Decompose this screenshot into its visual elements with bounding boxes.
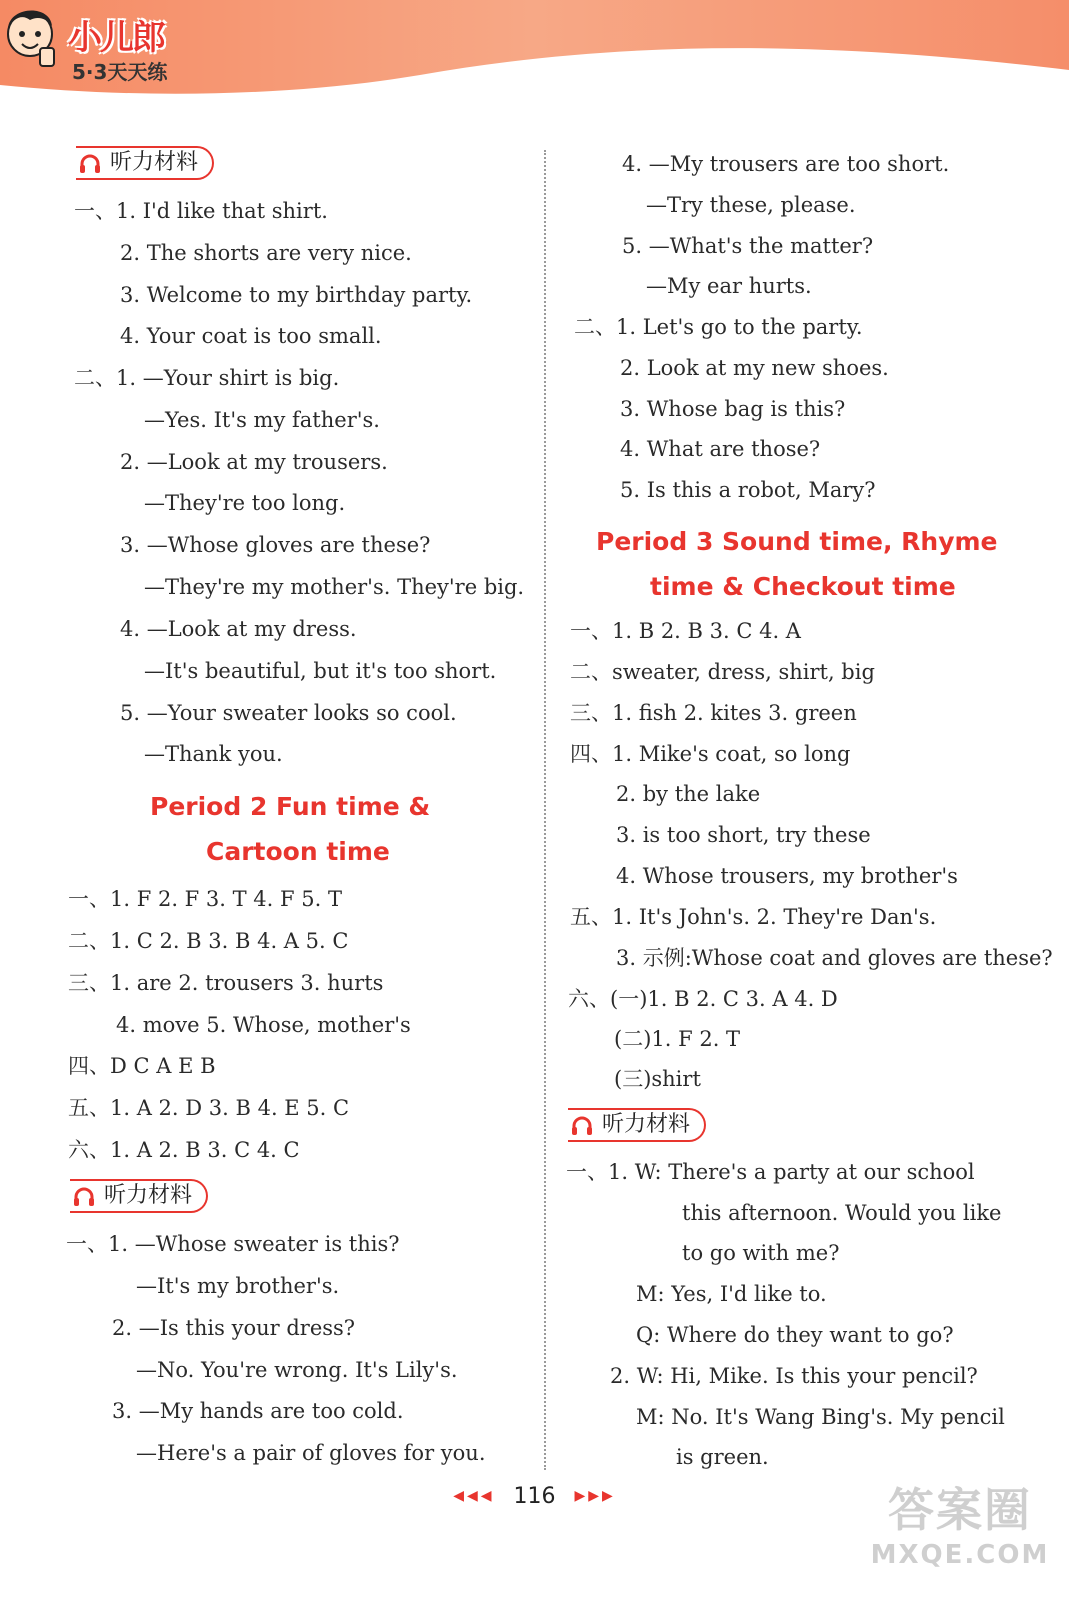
text-line: —Try these, please. [646,193,856,217]
text-line: 3. Whose bag is this? [620,397,846,421]
logo-subtitle: 5·3天天练 [72,60,168,84]
text-line: —It's my brother's. [136,1274,340,1298]
answer-line: 六、(一)1. B 2. C 3. A 4. D [568,987,838,1011]
watermark-url: MXQE.COM [870,1540,1050,1570]
period-2-heading-cont: Cartoon time [206,837,390,866]
answer-line: 2. by the lake [616,782,761,806]
page-number: 116 [513,1484,556,1509]
prev-arrows-icon: ◀◀◀ [453,1488,495,1504]
text-line: Q: Where do they want to go? [636,1323,954,1347]
period-3-heading: Period 3 Sound time, Rhyme [596,527,998,556]
answer-line: 3. is too short, try these [616,823,871,847]
tag-label: 听力材料 [110,150,199,175]
text-line: M: No. It's Wang Bing's. My pencil [636,1405,1005,1429]
text-line: —No. You're wrong. It's Lily's. [136,1358,458,1382]
text-line: 4. Your coat is too small. [120,324,382,348]
text-line: 3. Welcome to my birthday party. [120,283,473,307]
text-line: 4. —Look at my dress. [120,617,357,641]
listening-material-tag [76,146,214,180]
answer-line: 四、D C A E B [68,1054,216,1078]
text-line: 5. —What's the matter? [622,234,874,258]
text-line: M: Yes, I'd like to. [636,1282,827,1306]
text-line: 4. What are those? [620,437,821,461]
text-line: 5. —Your sweater looks so cool. [120,701,457,725]
answer-line: 五、1. It's John's. 2. They're Dan's. [570,905,937,929]
headphones-icon [72,1185,96,1209]
text-line: 二、1. Let's go to the party. [574,315,863,339]
answer-line: 四、1. Mike's coat, so long [570,742,851,766]
answer-line: 一、1. F 2. F 3. T 4. F 5. T [68,887,342,911]
tag-label: 听力材料 [602,1112,691,1137]
text-line: —They're my mother's. They're big. [144,575,525,599]
period-3-heading-cont: time & Checkout time [650,572,956,601]
text-line: 5. Is this a robot, Mary? [620,478,876,502]
text-line: 2. —Is this your dress? [112,1316,356,1340]
answer-line: 4. move 5. Whose, mother's [116,1013,411,1037]
answer-line: 二、sweater, dress, shirt, big [570,660,875,684]
answer-line: 五、1. A 2. D 3. B 4. E 5. C [68,1096,350,1120]
text-line: this afternoon. Would you like [682,1201,1002,1225]
watermark [870,1480,1050,1590]
text-line: to go with me? [682,1241,840,1265]
text-line: 3. —My hands are too cold. [112,1399,404,1423]
answer-line: 二、1. C 2. B 3. B 4. A 5. C [68,929,349,953]
text-line: —It's beautiful, but it's too short. [144,659,497,683]
answer-line: 三、1. fish 2. kites 3. green [570,701,857,725]
text-line: 一、1. I'd like that shirt. [74,199,328,223]
text-line: —Thank you. [144,742,283,766]
text-line: —Here's a pair of gloves for you. [136,1441,486,1465]
headphones-icon [570,1114,594,1138]
text-line: —My ear hurts. [646,274,812,298]
logo-title: 小儿郎 [68,18,164,58]
answer-line: 3. 示例:Whose coat and gloves are these? [616,946,1053,970]
text-line: 二、1. —Your shirt is big. [74,366,340,390]
answer-line: 一、1. B 2. B 3. C 4. A [570,619,801,643]
text-line: is green. [676,1445,769,1469]
answer-line: 六、1. A 2. B 3. C 4. C [68,1138,300,1162]
text-line: —Yes. It's my father's. [144,408,380,432]
listening-material-tag [70,1179,208,1213]
answer-line: 三、1. are 2. trousers 3. hurts [68,971,384,995]
text-line: 2. The shorts are very nice. [120,241,412,265]
answer-line: 4. Whose trousers, my brother's [616,864,958,888]
text-line: 3. —Whose gloves are these? [120,533,431,557]
next-arrows-icon: ▶▶▶ [574,1488,616,1504]
listening-material-tag [568,1108,706,1142]
page-header [0,0,1069,120]
column-divider [544,150,546,1470]
text-line: 一、1. W: There's a party at our school [566,1160,975,1184]
answer-line: (二)1. F 2. T [614,1027,741,1051]
text-line: 2. W: Hi, Mike. Is this your pencil? [610,1364,978,1388]
answer-line: (三)shirt [614,1067,701,1091]
text-line: —They're too long. [144,491,346,515]
headphones-icon [78,152,102,176]
period-2-heading: Period 2 Fun time & [150,792,431,821]
watermark-title: 答案圈 [888,1483,1032,1537]
text-line: 2. —Look at my trousers. [120,450,388,474]
tag-label: 听力材料 [104,1183,193,1208]
text-line: 4. —My trousers are too short. [622,152,950,176]
text-line: 一、1. —Whose sweater is this? [66,1232,400,1256]
mascot-boy-icon [0,0,60,72]
text-line: 2. Look at my new shoes. [620,356,889,380]
